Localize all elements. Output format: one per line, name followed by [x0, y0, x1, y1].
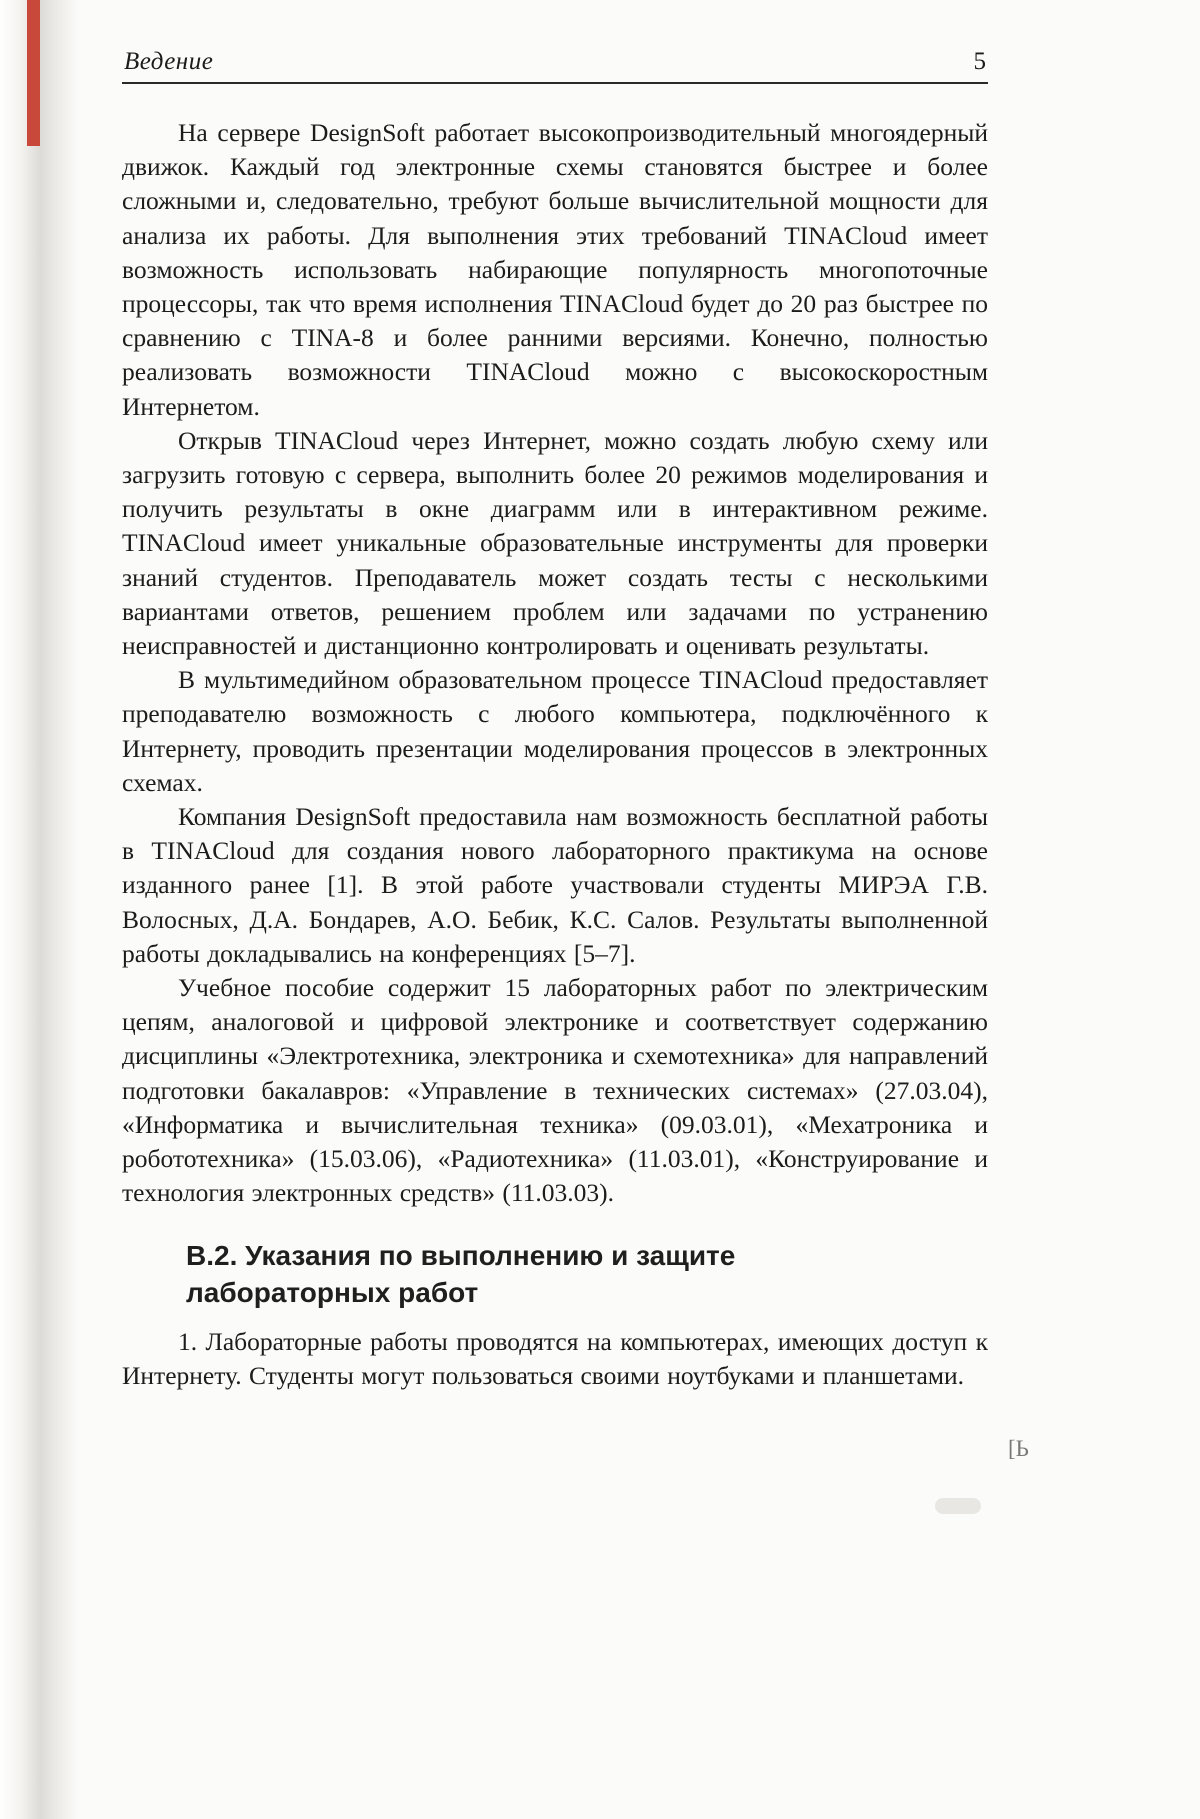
paragraph-2: Открыв TINACloud через Интернет, можно создать любую схему или загрузить готовую с сервера, выполнить более 20 режимов моделирования и получить результаты в окне диаграмм или в интерактивном режиме. TINACloud имеет уникальные образовательные инструменты для проверки знаний студентов. Преподаватель может создать тесты с несколькими вариантами ответов, решением проблем или задачами по устранению неисправностей и дистанционно контролировать и оценивать результаты. [122, 425, 988, 661]
scan-smudge-artifact [935, 1498, 981, 1514]
paragraph-3: В мультимедийном образовательном процессе TINACloud предоставляет преподавателю возможность с любого компьютера, подключённого к Интернету, проводить презентации моделирования процессов в электронных схемах. [122, 665, 988, 797]
paragraph-6: 1. Лабораторные работы проводятся на компьютерах, имеющих доступ к Интернету. Студенты могут пользоваться своими ноутбуками и планшетами. [122, 1326, 988, 1390]
page-header [122, 48, 988, 84]
section-heading: В.2. Указания по выполнению и защите лабораторных работ [186, 1239, 736, 1308]
body-text [122, 116, 988, 1211]
scan-text-artifact: [Ь [1008, 1436, 1029, 1461]
page-edge-shadow [0, 0, 78, 1819]
paragraph-5: Учебное пособие содержит 15 лабораторных работ по электрическим цепям, аналоговой и цифровой электронике и соответствует содержанию дисциплины «Электротехника, электроника и схемотехника» для направлений подготовки бакалавров: «Управление в технических системах» (27.03.04), «Информатика и вычислительная техника» (09.03.01), «Мехатроника и робототехника» (15.03.06), «Радиотехника» (11.03.01), «Конструирование и технология электронных средств» (11.03.03). [122, 973, 988, 1208]
running-head: Ведение [124, 48, 214, 75]
page-content [122, 48, 988, 1393]
closing-text [122, 1325, 988, 1393]
paragraph-4: Компания DesignSoft предоставила нам возможность бесплатной работы в TINACloud для создания нового лабораторного практикума на основе изданного ранее [1]. В этой работе участвовали студенты МИРЭА Г.В. Волосных, Д.А. Бондарев, А.О. Бебик, К.С. Салов. Результаты выполненной работы докладывались на конференциях [5–7]. [122, 802, 988, 968]
paragraph-1: На сервере DesignSoft работает высокопроизводительный многоядерный движок. Каждый год электронные схемы становятся быстрее и более сложными и, следовательно, требуют больше вычислительной мощности для анализа их работы. Для выполнения этих требований TINACloud имеет возможность использовать набирающие популярность многопоточные процессоры, так что время исполнения TINACloud будет до 20 раз быстрее по сравнению с TINA-8 и более ранними версиями. Конечно, полностью реализовать возможности TINACloud можно с высокоскоростным Интернетом. [122, 118, 988, 421]
page-number: 5 [973, 48, 986, 75]
scan-red-edge-artifact [27, 0, 40, 146]
